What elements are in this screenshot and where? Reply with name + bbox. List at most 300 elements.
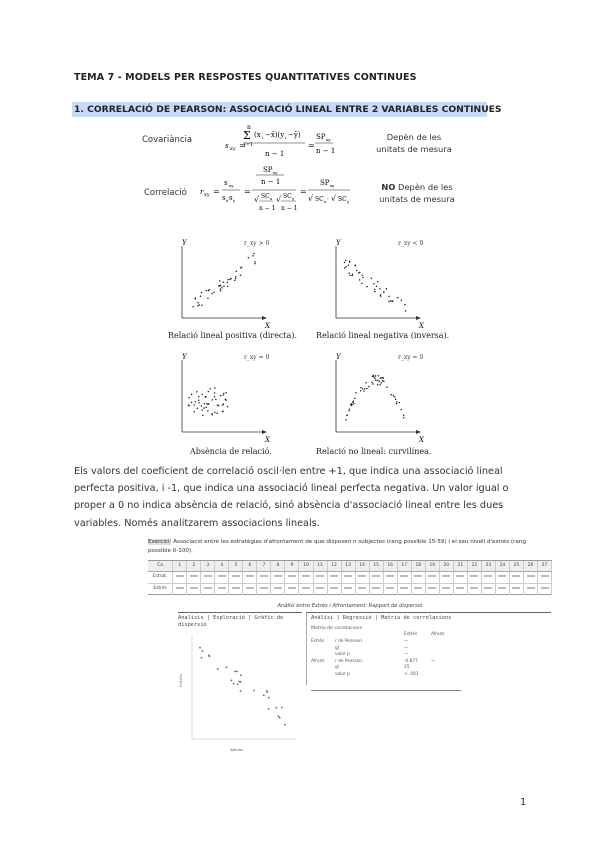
scatter-positive [170, 236, 300, 331]
correlation-label: Correlació [144, 188, 187, 198]
svg-text:−ȳ): −ȳ) [288, 131, 301, 139]
scatter-point [240, 690, 242, 692]
plot-label: r_xy = 0 [244, 354, 270, 361]
scatter-point [223, 281, 225, 283]
scatter-point [377, 384, 379, 386]
table-header-cell: 27 [538, 561, 552, 571]
scatter-point [198, 402, 200, 404]
scatter-point [240, 267, 242, 269]
scatter-point [281, 707, 283, 709]
scatter-point [349, 261, 351, 263]
correlation-note [375, 181, 459, 205]
y-axis-label: Y [182, 239, 187, 247]
page-number: 1 [520, 797, 527, 808]
scatter-point [366, 286, 368, 288]
scatter-point [193, 404, 195, 406]
svg-text:xy: xy [204, 192, 210, 198]
table-cell [482, 572, 496, 583]
table-header-cell: 9 [285, 561, 299, 571]
svg-text:=: = [213, 187, 220, 196]
table-header-cell: 20 [440, 561, 454, 571]
exercise-text: Associació entre les estratègies d'afrontament de que disposen n subjectes (rang possible 15-59) i el seu nivell d'estrès (rang possible 0-100). [148, 539, 526, 554]
correlation-note-bold: NO [381, 182, 396, 192]
table-cell [243, 584, 257, 595]
scatter-points [188, 387, 229, 416]
scatter-point [254, 263, 256, 265]
scatter-point [227, 406, 229, 408]
svg-text:n − 1: n − 1 [265, 150, 285, 158]
svg-text:n − 1: n − 1 [316, 147, 336, 155]
matrix-v2: — [431, 658, 436, 664]
table-header-row [148, 561, 552, 572]
table-cell [538, 572, 552, 583]
scatter-point [198, 396, 200, 398]
table-header-cell: 16 [384, 561, 398, 571]
table-cell [510, 584, 524, 595]
scatter-point [208, 391, 210, 393]
svg-text:·: · [327, 196, 329, 203]
scatter-negative [324, 236, 454, 331]
scatter-point [208, 290, 210, 292]
scatter-point [397, 297, 399, 299]
svg-text:SC: SC [338, 196, 347, 203]
svg-text:s: s [222, 194, 226, 202]
scatter-point [390, 300, 392, 302]
table-header-cell: 11 [314, 561, 328, 571]
scatter-point [356, 270, 358, 272]
scatter-point [223, 403, 225, 405]
scatter-point [404, 304, 406, 306]
table-cell [370, 584, 384, 595]
x-axis-label: X [419, 436, 424, 444]
scatter-point [227, 286, 229, 288]
scatter-point [354, 264, 356, 266]
analysis-title: Anàlisi entre Estrès i Afrontament: Rapport de dispersió [277, 603, 423, 609]
matrix-v1: — [404, 645, 409, 651]
example-points [199, 647, 286, 726]
svg-text:√: √ [276, 195, 282, 204]
svg-text:i=1: i=1 [244, 142, 253, 148]
scatter-point [390, 394, 392, 396]
svg-text:s: s [224, 179, 228, 187]
scatter-point [352, 273, 354, 275]
scatter-point [252, 255, 254, 257]
scatter-point [188, 397, 190, 399]
table-header-cell: 14 [356, 561, 370, 571]
svg-text:SP: SP [316, 133, 326, 141]
svg-text:=: = [308, 141, 315, 150]
document-title: TEMA 7 - MODELS PER RESPOSTES QUANTITATIVES CONTINUES [74, 72, 417, 83]
scatter-point [388, 301, 390, 303]
scatter-point [222, 394, 224, 396]
scatter-point [268, 708, 270, 710]
scatter-point [203, 407, 205, 409]
matrix-v1: -0.877 [404, 658, 418, 664]
scatter-point [381, 377, 383, 379]
scatter-point [363, 390, 365, 392]
table-header-cell: 6 [243, 561, 257, 571]
scatter-point [368, 386, 370, 388]
exercise-scatter [178, 631, 302, 761]
table-header-cell: 10 [299, 561, 313, 571]
scatter-point [372, 383, 374, 385]
covariance-label: Covariància [142, 135, 193, 145]
scatter-point [233, 683, 235, 685]
scatter-point [254, 261, 256, 263]
scatter-point [205, 407, 207, 409]
table-cell: Estrès [148, 584, 173, 595]
table-header-cell: 8 [271, 561, 285, 571]
x-axis-label: X [419, 322, 424, 330]
matrix-stat: gl [335, 665, 339, 671]
table-header-cell: 5 [229, 561, 243, 571]
scatter-point [213, 291, 215, 293]
table-header-cell: 21 [454, 561, 468, 571]
matrix-stat: valor p [335, 671, 350, 677]
svg-text:xy: xy [229, 183, 234, 188]
scatter-point [348, 272, 350, 274]
scatter-point [220, 285, 222, 287]
scatter-point [217, 668, 219, 670]
svg-text:r: r [200, 188, 204, 196]
scatter-point [401, 300, 403, 302]
table-cell [356, 572, 370, 583]
scatter-point [360, 387, 362, 389]
scatter-point [377, 380, 379, 382]
table-cell [398, 584, 412, 595]
table-cell [173, 584, 187, 595]
scatter-point [371, 382, 373, 384]
svg-text:i: i [285, 135, 287, 140]
table-cell [384, 584, 398, 595]
scatter-point [231, 680, 233, 682]
svg-text:−x̄)(y: −x̄)(y [265, 131, 285, 139]
matrix-stat: gl [335, 645, 339, 651]
table-cell [257, 584, 271, 595]
matrix-v1: — [404, 652, 409, 658]
scatter-point [373, 376, 375, 378]
scatter-point [399, 402, 401, 404]
scatter-point [227, 279, 229, 281]
matrix-stat: valor p [335, 652, 350, 658]
svg-text:n − 1: n − 1 [261, 178, 281, 186]
scatter-point [351, 275, 353, 277]
scatter-point [236, 270, 238, 272]
svg-text:x: x [324, 199, 327, 204]
matrix-col2: Afront. [431, 632, 446, 637]
scatter-point [220, 290, 222, 292]
scatter-points [192, 253, 255, 308]
x-arrow [416, 316, 421, 320]
svg-text:(x: (x [254, 131, 261, 139]
matrix-col1: Estrès [404, 632, 418, 637]
scatter-point [359, 272, 361, 274]
matrix-name: Estrès [311, 639, 325, 644]
scatter-point [394, 396, 396, 398]
table-cell [342, 572, 356, 583]
svg-text:√: √ [308, 194, 314, 203]
scatter-point [235, 278, 237, 280]
scatter-point [234, 671, 236, 673]
x-arrow [262, 430, 267, 434]
scatter-point [195, 401, 197, 403]
svg-text:=: = [244, 187, 251, 196]
scatter-point [193, 411, 195, 413]
svg-text:y: y [347, 199, 350, 204]
scatter-point [396, 403, 398, 405]
svg-text:xy: xy [326, 137, 331, 142]
table-cell [454, 584, 468, 595]
svg-text:n: n [247, 124, 251, 131]
scatter-point [400, 409, 402, 411]
table-cell [257, 572, 271, 583]
scatter-point [403, 414, 405, 416]
table-cell [538, 584, 552, 595]
scatter-point [351, 404, 353, 406]
table-cell [229, 572, 243, 583]
table-header-cell: 2 [187, 561, 201, 571]
scatter-point [374, 291, 376, 293]
table-cell [285, 572, 299, 583]
table-cell: Estrat. [148, 572, 173, 583]
table-cell [524, 584, 538, 595]
svg-text:s: s [229, 194, 233, 202]
scatter-points [344, 260, 407, 312]
scatter-point [201, 405, 203, 407]
table-cell [173, 572, 187, 583]
scatter-point [226, 282, 228, 284]
scatter-point [214, 387, 216, 389]
matrix-row [307, 639, 551, 646]
scatter-point [284, 724, 286, 726]
scatter-point [355, 392, 357, 394]
scatter-point [405, 310, 407, 312]
table-cell [299, 572, 313, 583]
table-cell [370, 572, 384, 583]
scatter-point [345, 266, 347, 268]
svg-text:SP: SP [263, 166, 273, 174]
y-axis-label: Y [336, 353, 341, 361]
table-header-cell: 12 [328, 561, 342, 571]
scatter-point [386, 288, 388, 290]
scatter-point [205, 290, 207, 292]
scatter-point [223, 393, 225, 395]
table-cell [426, 572, 440, 583]
table-header-cell: 26 [524, 561, 538, 571]
scatter-point [214, 392, 216, 394]
scatter-point [197, 305, 199, 307]
correlation-panel [306, 612, 551, 685]
scatter-point [376, 285, 378, 287]
plot-label: r_xy > 0 [244, 240, 270, 247]
svg-text:Σ: Σ [243, 129, 251, 142]
scatter-point [373, 283, 375, 285]
svg-text:x: x [270, 196, 273, 201]
section-title: 1. CORRELACIÓ DE PEARSON: ASSOCIACIÓ LINEAL ENTRE 2 VARIABLES CONTINUES [74, 104, 502, 115]
scatter-point [393, 395, 395, 397]
caption-curvilinear: Relació no lineal: curvilínea. [316, 447, 432, 456]
scatter-point [379, 380, 381, 382]
scatter-point [207, 410, 209, 412]
svg-text:=: = [239, 141, 246, 150]
scatter-point [240, 681, 242, 683]
matrix-row [307, 672, 551, 679]
table-cell [356, 584, 370, 595]
table-cell [412, 572, 426, 583]
scatter-curvilinear [324, 350, 454, 445]
scatter-point [188, 404, 190, 406]
scatter-point [225, 399, 227, 401]
scatter-point [267, 691, 269, 693]
table-cell [187, 584, 201, 595]
scatter-point [253, 690, 255, 692]
scatter-point [380, 382, 382, 384]
correlation-panel-title: Anàlisi | Regressió | Matriu de correlacions [311, 615, 452, 621]
table-cell [201, 584, 215, 595]
scatter-point [361, 283, 363, 285]
table-cell [201, 572, 215, 583]
scatter-point [204, 403, 206, 405]
y-axis-label: Y [182, 353, 187, 361]
svg-text:√: √ [254, 195, 260, 204]
scatter-point [374, 289, 376, 291]
scatter-point [221, 287, 223, 289]
table-header-cell: 7 [257, 561, 271, 571]
scatter-point [392, 300, 394, 302]
scatter-point [268, 697, 270, 699]
scatter-point [198, 399, 200, 401]
scatter-point [366, 388, 368, 390]
scatter-point [346, 415, 348, 417]
scatter-point [209, 388, 211, 390]
scatter-point [236, 671, 238, 673]
scatter-point [361, 274, 363, 276]
scatter-point [214, 396, 216, 398]
scatter-point [349, 274, 351, 276]
svg-text:s: s [225, 142, 229, 150]
scatter-point [248, 257, 250, 259]
scatter-point [275, 707, 277, 709]
matrix-header [307, 631, 551, 639]
scatter-point [191, 393, 193, 395]
scatter-point [379, 384, 381, 386]
scatter-point [205, 396, 207, 398]
scatter-point [201, 409, 203, 411]
svg-text:√: √ [331, 194, 337, 203]
scatter-point [374, 377, 376, 379]
scatter-point [364, 388, 366, 390]
scatter-point [386, 387, 388, 389]
table-header-cell: 3 [201, 561, 215, 571]
scatter-point [344, 262, 346, 264]
svg-text:x: x [226, 198, 229, 203]
y-axis-label: Y [336, 239, 341, 247]
table-cell [510, 572, 524, 583]
scatter-point [345, 419, 347, 421]
scatter-point [197, 302, 199, 304]
svg-text:y: y [233, 198, 236, 203]
scatter-point [218, 405, 220, 407]
scatter-point [345, 260, 347, 262]
table-cell [398, 572, 412, 583]
scatter-point [235, 276, 237, 278]
scatter-point [253, 253, 255, 255]
scatter-point [348, 410, 350, 412]
scatter-point [360, 390, 362, 392]
table-row [148, 572, 552, 584]
x-arrow [416, 430, 421, 434]
scatter-point [202, 415, 204, 417]
scatter-point [202, 650, 204, 652]
table-cell [187, 572, 201, 583]
matrix-row [307, 652, 551, 659]
correlation-note-text: Depèn de les unitats de mesura [379, 182, 455, 204]
scatter-point [201, 305, 203, 307]
scatter-point [383, 292, 385, 294]
scatter-point [198, 304, 200, 306]
scatter-point [354, 397, 356, 399]
table-cell [482, 584, 496, 595]
scatter-point [222, 411, 224, 413]
svg-text:n − 1: n − 1 [281, 205, 298, 212]
svg-text:=: = [300, 187, 307, 196]
table-cell [426, 584, 440, 595]
scatter-point [234, 280, 236, 282]
exercise-label: Exercici: [148, 539, 172, 545]
table-cell [468, 572, 482, 583]
scatter-point [211, 293, 213, 295]
scatter-point [373, 375, 375, 377]
scatter-point [352, 402, 354, 404]
x-axis-label: X [265, 436, 270, 444]
scatter-point [403, 417, 405, 419]
table-row [148, 584, 552, 595]
scatter-point [220, 288, 222, 290]
scatter-point [359, 279, 361, 281]
table-cell [454, 572, 468, 583]
scatter-point [201, 657, 203, 659]
scatter-point [216, 412, 218, 414]
scatter-point [208, 654, 210, 656]
body-paragraph: Els valors del coeficient de correlació oscil·len entre +1, que indica una associació lineal perfecta positiva, i -1, que indica una associació lineal perfecta negativa. Un valor igual o proper a 0 no indica absència de relació, sinó absència d'associació lineal entre les dues variables. Només analitzarem associacions lineals. [74, 466, 509, 529]
scatter-point [196, 407, 198, 409]
table-header-cell: 4 [215, 561, 229, 571]
scatter-point [349, 408, 351, 410]
plot-label: r_xy = 0 [398, 354, 424, 361]
scatter-point [215, 398, 217, 400]
table-cell [440, 584, 454, 595]
scatter-point [240, 674, 242, 676]
caption-negative: Relació lineal negativa (inversa). [316, 331, 450, 340]
scatter-point [238, 681, 240, 683]
svg-text:SC: SC [261, 193, 270, 200]
svg-text:xy: xy [330, 183, 335, 188]
scatter-point [395, 399, 397, 401]
scatter-none [170, 350, 300, 445]
matrix-stat: r de Pearson [335, 639, 362, 644]
table-cell [215, 572, 229, 583]
svg-text:SP: SP [320, 179, 330, 187]
scatter-point [211, 399, 213, 401]
table-cell [285, 584, 299, 595]
matrix-name: Afront. [311, 658, 326, 664]
matrix-stat: r de Pearson [335, 658, 362, 664]
scatter-point [278, 715, 280, 717]
scatter-point [237, 684, 239, 686]
svg-text:SC: SC [315, 196, 324, 203]
scatter-point [362, 388, 364, 390]
scatter-point [230, 278, 232, 280]
